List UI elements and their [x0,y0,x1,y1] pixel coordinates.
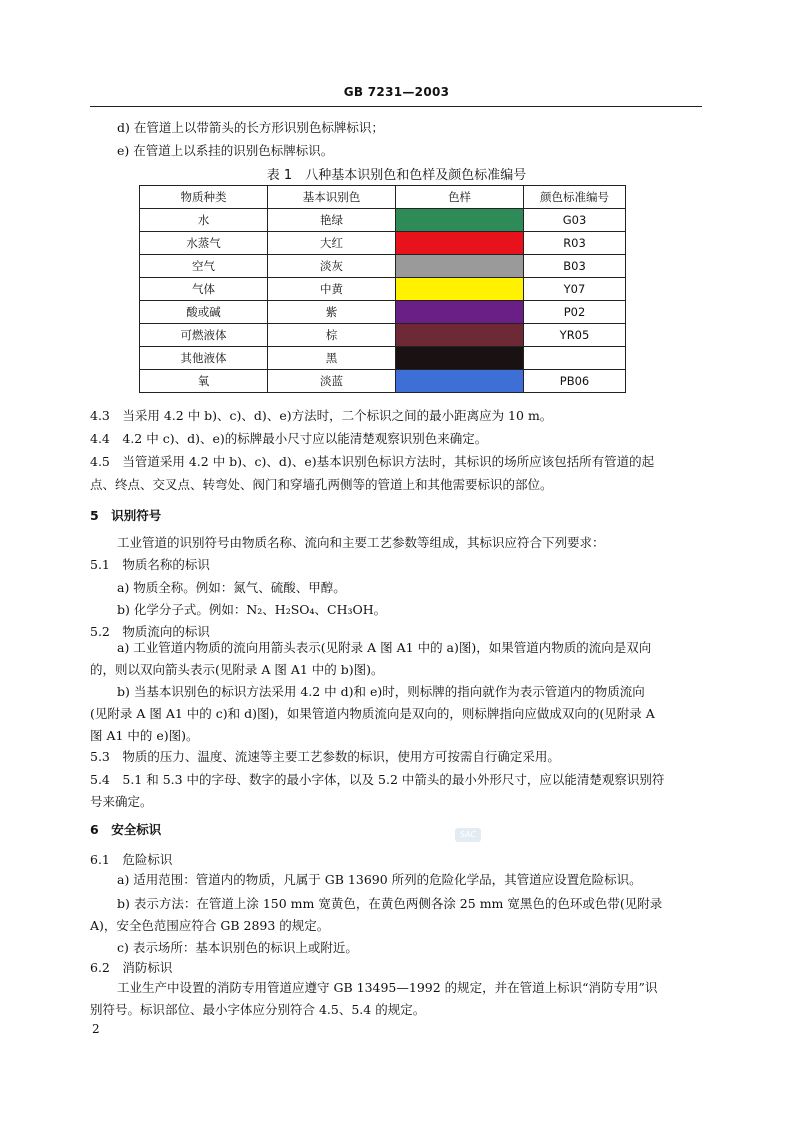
page-number: 2 [92,1022,100,1036]
cell-swatch [396,347,524,370]
cell-code: G03 [524,209,626,232]
table-row [140,232,626,255]
sac-watermark: SAC [455,828,481,842]
clause-4-5: 4.5 当管道采用 4.2 中 b)、c)、d)、e)基本识别色标识方法时，其标识的场所应该包括所有管道的起 [90,454,655,469]
page-header: GB 7231—2003 [343,85,450,99]
cell-substance: 氧 [140,370,268,393]
col-header-code: 颜色标准编号 [524,186,626,209]
cell-color-name: 中黄 [268,278,396,301]
cell-code: R03 [524,232,626,255]
cell-swatch [396,324,524,347]
clause-5-2-a-cont: 的，则以双向箭头表示(见附录 A 图 A1 中的 b)图)。 [90,662,384,677]
cell-code: B03 [524,255,626,278]
cell-color-name: 淡蓝 [268,370,396,393]
cell-code: YR05 [524,324,626,347]
clause-6-2-text: 工业生产中设置的消防专用管道应遵守 GB 13495—1992 的规定，并在管道上标识“消防专用”识 [117,980,658,995]
item-e: e) 在管道上以系挂的识别色标牌标识。 [117,143,334,158]
clause-4-4: 4.4 4.2 中 c)、d)、e)的标牌最小尺寸应以能清楚观察识别色来确定。 [90,431,488,446]
clause-5-1-a: a) 物质全称。例如：氮气、硫酸、甲醇。 [117,580,346,595]
table-row [140,209,626,232]
clause-4-5-cont: 点、终点、交叉点、转弯处、阀门和穿墙孔两侧等的管道上和其他需要标识的部位。 [90,477,553,492]
clause-5-4-cont: 号来确定。 [90,794,153,809]
cell-code [524,347,626,370]
table-caption: 表 1 八种基本识别色和色样及颜色标准编号 [266,168,527,183]
clause-5-2-a: a) 工业管道内物质的流向用箭头表示(见附录 A 图 A1 中的 a)图)，如果管道内物质的流向是双向 [117,640,652,655]
cell-swatch [396,209,524,232]
clause-6-1-a: a) 适用范围：管道内的物质，凡属于 GB 13690 所列的危险化学品，其管道应设置危险标识。 [117,872,642,887]
clause-5-1-b: b) 化学分子式。例如：N₂、H₂SO₄、CH₃OH。 [117,602,387,617]
clause-5-2: 5.2 物质流向的标识 [90,624,210,639]
table-header-row [140,186,626,209]
col-header-swatch: 色样 [396,186,524,209]
cell-substance: 可燃液体 [140,324,268,347]
table-row [140,301,626,324]
cell-swatch [396,278,524,301]
section-5-heading: 5 识别符号 [90,508,162,523]
clause-6-1-c: c) 表示场所：基本识别色的标识上或附近。 [117,940,358,955]
cell-code: Y07 [524,278,626,301]
cell-swatch [396,370,524,393]
col-header-color-name: 基本识别色 [268,186,396,209]
section-5-intro: 工业管道的识别符号由物质名称、流向和主要工艺参数等组成，其标识应符合下列要求： [117,535,605,550]
table-body [140,209,626,393]
clause-5-3: 5.3 物质的压力、温度、流速等主要工艺参数的标识，使用方可按需自行确定采用。 [90,749,560,764]
table-row [140,255,626,278]
clause-6-1-b-cont: A)，安全色范围应符合 GB 2893 的规定。 [90,918,330,933]
cell-swatch [396,301,524,324]
section-6-heading: 6 安全标识 [90,822,162,837]
cell-color-name: 紫 [268,301,396,324]
clause-6-1-b: b) 表示方法：在管道上涂 150 mm 宽黄色，在黄色两侧各涂 25 mm 宽黑色的色环或色带(见附录 [117,896,663,911]
clause-5-1: 5.1 物质名称的标识 [90,557,210,572]
table-row [140,278,626,301]
color-table [139,185,626,393]
cell-color-name: 艳绿 [268,209,396,232]
header-rule [90,106,702,107]
clause-6-1: 6.1 危险标识 [90,852,173,867]
cell-substance: 其他液体 [140,347,268,370]
clause-5-2-b: b) 当基本识别色的标识方法采用 4.2 中 d)和 e)时，则标牌的指向就作为表示管道内的物质流向 [117,684,645,699]
cell-substance: 空气 [140,255,268,278]
cell-substance: 水蒸气 [140,232,268,255]
item-d: d) 在管道上以带箭头的长方形识别色标牌标识； [117,120,384,135]
clause-5-4: 5.4 5.1 和 5.3 中的字母、数字的最小字体，以及 5.2 中箭头的最小外形尺寸，应以能清楚观察识别符 [90,772,665,787]
cell-swatch [396,232,524,255]
table-row [140,347,626,370]
col-header-substance: 物质种类 [140,186,268,209]
cell-substance: 酸或碱 [140,301,268,324]
cell-substance: 水 [140,209,268,232]
table-row [140,370,626,393]
cell-code: PB06 [524,370,626,393]
clause-4-3: 4.3 当采用 4.2 中 b)、c)、d)、e)方法时，二个标识之间的最小距离应为 10 m。 [90,408,553,423]
cell-color-name: 大红 [268,232,396,255]
cell-color-name: 棕 [268,324,396,347]
clause-6-2-text-cont: 别符号。标识部位、最小字体应分别符合 4.5、5.4 的规定。 [90,1002,426,1017]
clause-5-2-b-cont: (见附录 A 图 A1 中的 c)和 d)图)，如果管道内物质流向是双向的，则标牌指向应做成双向的(见附录 A [90,706,655,721]
cell-swatch [396,255,524,278]
cell-code: P02 [524,301,626,324]
clause-5-2-b-cont2: 图 A1 中的 e)图)。 [90,728,199,743]
cell-substance: 气体 [140,278,268,301]
table-row [140,324,626,347]
cell-color-name: 淡灰 [268,255,396,278]
cell-color-name: 黑 [268,347,396,370]
clause-6-2: 6.2 消防标识 [90,960,173,975]
